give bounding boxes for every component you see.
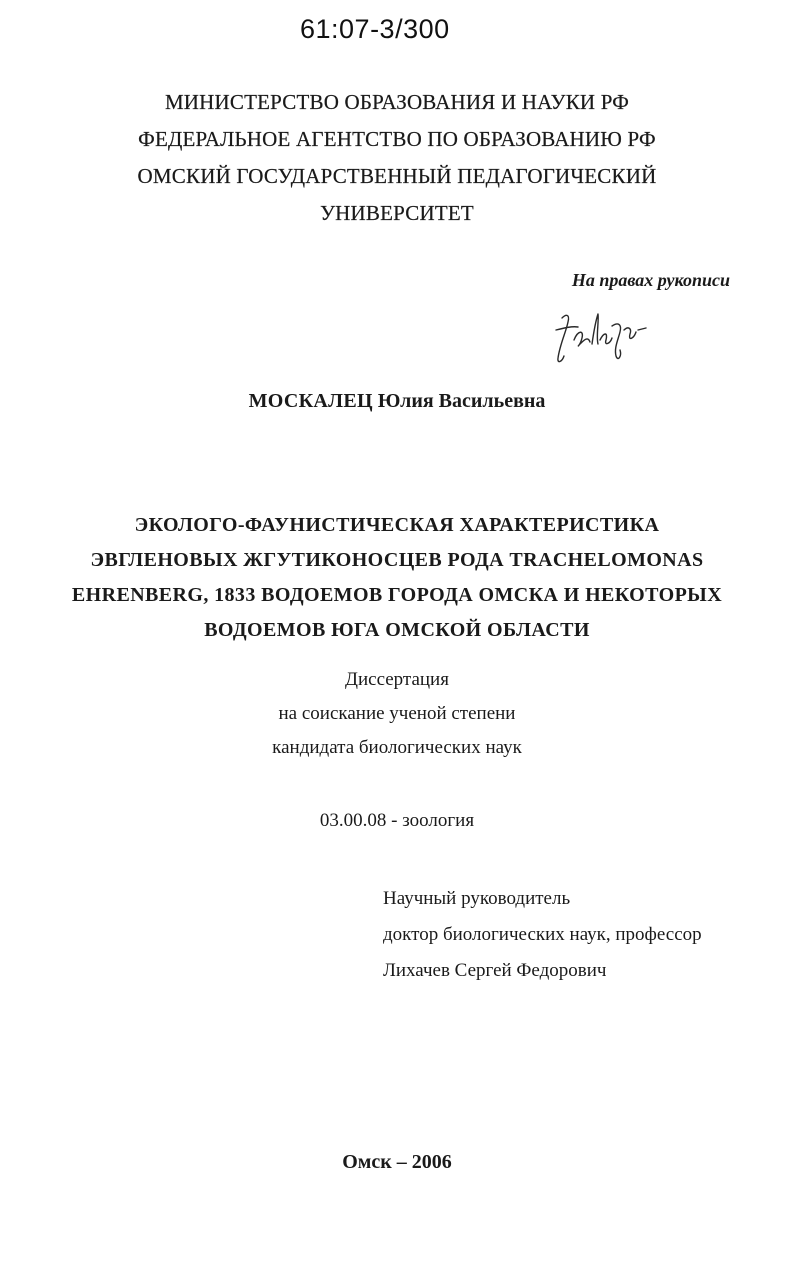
document-identifier: 61:07-3/300	[300, 14, 450, 44]
title-line: EHRENBERG, 1833 ВОДОЕМОВ ГОРОДА ОМСКА И НЕКОТОРЫХ	[71, 584, 723, 606]
author-surname: МОСКАЛЕЦ	[248, 390, 373, 412]
rights-note: На правах рукописи	[571, 270, 730, 290]
degree-block	[0, 663, 794, 765]
organization-line: МИНИСТЕРСТВО ОБРАЗОВАНИЯ И НАУКИ РФ	[164, 90, 630, 114]
organization-block	[0, 84, 794, 232]
handwritten-signature-icon	[548, 300, 658, 370]
degree-line: на соискание ученой степени	[278, 703, 516, 724]
organization-line: УНИВЕРСИТЕТ	[320, 201, 474, 225]
supervisor-line: Научный руководитель	[383, 888, 571, 909]
degree-line: Диссертация	[345, 669, 449, 690]
organization-line: ФЕДЕРАЛЬНОЕ АГЕНТСТВО ПО ОБРАЗОВАНИЮ РФ	[138, 127, 656, 151]
author-name	[0, 390, 794, 413]
title-line: ЭКОЛОГО-ФАУНИСТИЧЕСКАЯ ХАРАКТЕРИСТИКА	[134, 514, 660, 536]
supervisor-line: Лихачев Сергей Федорович	[383, 960, 607, 981]
supervisor-line: доктор биологических наук, профессор	[383, 924, 702, 945]
title-line: ЭВГЛЕНОВЫХ ЖГУТИКОНОСЦЕВ РОДА TRACHELOMONAS	[90, 549, 704, 571]
specialty-code: 03.00.08 - зоология	[319, 810, 475, 831]
dissertation-title	[60, 508, 734, 648]
supervisor-block	[383, 881, 702, 989]
organization-line: ОМСКИЙ ГОСУДАРСТВЕННЫЙ ПЕДАГОГИЧЕСКИЙ	[137, 164, 657, 188]
author-given-names: Юлия Васильевна	[377, 390, 546, 412]
place-and-year: Омск – 2006	[342, 1151, 452, 1173]
degree-line: кандидата биологических наук	[272, 737, 522, 758]
title-line: ВОДОЕМОВ ЮГА ОМСКОЙ ОБЛАСТИ	[204, 619, 590, 641]
